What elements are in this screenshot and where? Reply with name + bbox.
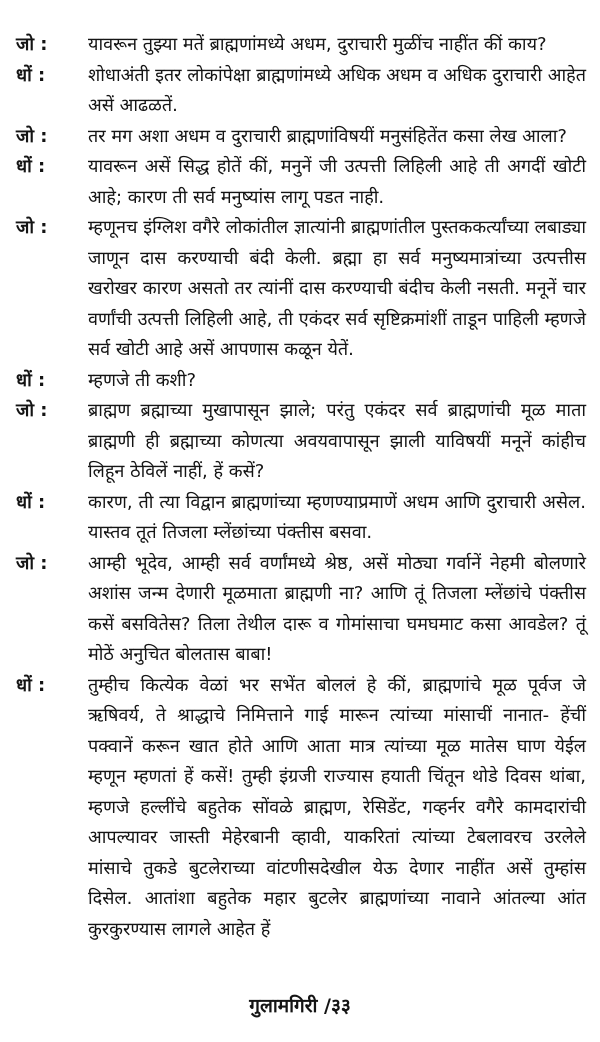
- dialogue-entry: [16, 30, 586, 61]
- speaker-label: धों :: [16, 64, 46, 86]
- dialogue-entry: [16, 152, 586, 213]
- dialogue-entry: [16, 549, 586, 671]
- dialogue-text: तर मग अशा अधम व दुराचारी ब्राह्मणांविषयीं मनुसंहितेंत कसा लेख आला?: [88, 125, 567, 147]
- dialogue-entry: [16, 122, 586, 153]
- speaker-label: जो :: [16, 34, 48, 55]
- dialogue-text: यावरून असें सिद्ध होतें कीं, मनुनें जी उत्पत्ती लिहिली आहे ती अगदीं खोटी आहे; कारण ती सर्व मनुष्यांस लागू पडत नाही.: [88, 156, 586, 208]
- dialogue-entry: [16, 396, 586, 488]
- dialogue-text: म्हणूनच इंग्लिश वगैरे लोकांतील ज्ञात्यांनी ब्राह्मणांतील पुस्तककर्त्यांच्या लबाड्या जाणून दास करण्याची बंदी केली. ब्रह्मा हा सर्व मनुष्यमात्रांच्या उत्पत्तीस खरोखर कारण असतो तर त्यांनीं दास करण्याची बंदीच केली नसती. मनूनें चार वर्णांची उत्पत्ती लिहिली आहे, ती एकंदर सर्व सृष्टिक्रमांशीं ताडून पाहिली म्हणजे सर्व खोटी आहे असें आपणास कळून येतें.: [88, 217, 586, 360]
- dialogue-text: कारण, ती त्या विद्वान ब्राह्मणांच्या म्हणण्याप्रमाणें अधम आणि दुराचारी असेल. यास्तव तूतं तिजला म्लेंछांच्या पंक्तीस बसवा.: [88, 491, 586, 543]
- dialogue-text: म्हणजे ती कशी?: [88, 369, 197, 391]
- speaker-label: जो :: [16, 125, 48, 147]
- dialogue-text: आम्ही भूदेव, आम्ही सर्व वर्णांमध्ये श्रेष्ठ, असें मोठ्या गर्वानें नेहमी बोलणारे अशांस जन्म देणारी मूळमाता ब्राह्मणी ना? आणि तूं तिजला म्लेंछांचे पंक्तीस कसें बसवितेस? तिला तेथील दारू व गोमांसाचा घमघमाट कसा आवडेल? तूं मोठें अनुचित बोलतास बाबा!: [88, 552, 586, 665]
- speaker-label: धों :: [16, 674, 46, 696]
- speaker-label: जो :: [16, 400, 48, 421]
- dialogue-text: यावरून तुझ्या मतें ब्राह्मणांमध्ये अधम, दुराचारी मुळींच नाहींत कीं काय?: [88, 34, 547, 55]
- speaker-label: धों :: [16, 491, 46, 513]
- speaker-label: धों :: [16, 156, 46, 177]
- dialogue-text: ब्राह्मण ब्रह्माच्या मुखापासून झाले; परंतु एकंदर सर्व ब्राह्मणांची मूळ माता ब्राह्मणी ही ब्रह्माच्या कोणत्या अवयवापासून झाली याविषयीं मनूनें कांहीच लिहून ठेविलें नाहीं, हें कसें?: [88, 400, 586, 482]
- dialogue-entry: [16, 488, 586, 549]
- dialogue: [16, 30, 586, 945]
- speaker-label: जो :: [16, 217, 48, 238]
- speaker-label: जो :: [16, 552, 48, 574]
- dialogue-entry: [16, 61, 586, 122]
- page-footer: गुलामगिरी /३३: [249, 995, 351, 1017]
- speaker-label: धों :: [16, 369, 46, 391]
- dialogue-text: शोधाअंती इतर लोकांपेक्षा ब्राह्मणांमध्ये अधिक अधम व अधिक दुराचारी आहेत असें आढळतें.: [88, 64, 586, 116]
- dialogue-entry: [16, 213, 586, 366]
- dialogue-entry: [16, 671, 586, 946]
- dialogue-entry: [16, 366, 586, 397]
- dialogue-text: तुम्हीच कित्येक वेळां भर सभेंत बोललं हे कीं, ब्राह्मणांचे मूळ पूर्वज जे ऋषिवर्य, ते श्राद्धाचे निमित्ताने गाई मारून त्यांच्या मांसाचीं नानात- हेंचीं पक्वानें करून खात होते आणि आता मात्र त्यांच्या मूळ मातेस घाण येईल म्हणून म्हणतां हें कसें! तुम्ही इंग्रजी राज्यास हयाती चिंतून थोडे दिवस थांबा, म्हणजे हल्लींचे बहुतेक सोंवळे ब्राह्मण, रेसिडेंट, गव्हर्नर वगैरे कामदारांची आपल्यावर जास्ती मेहेरबानी व्हावी, याकरितां त्यांच्या टेबलावरच उरलेले मांसाचे तुकडे बुटलेराच्या वांटणीसदेखील येऊ देणार नाहींत असें तुम्हांस दिसेल. आतांशा बहुतेक महार बुटलेर ब्राह्मणांच्या नावाने आंतल्या आंत कुरकुरण्यास लागले आहेत हें: [88, 674, 586, 940]
